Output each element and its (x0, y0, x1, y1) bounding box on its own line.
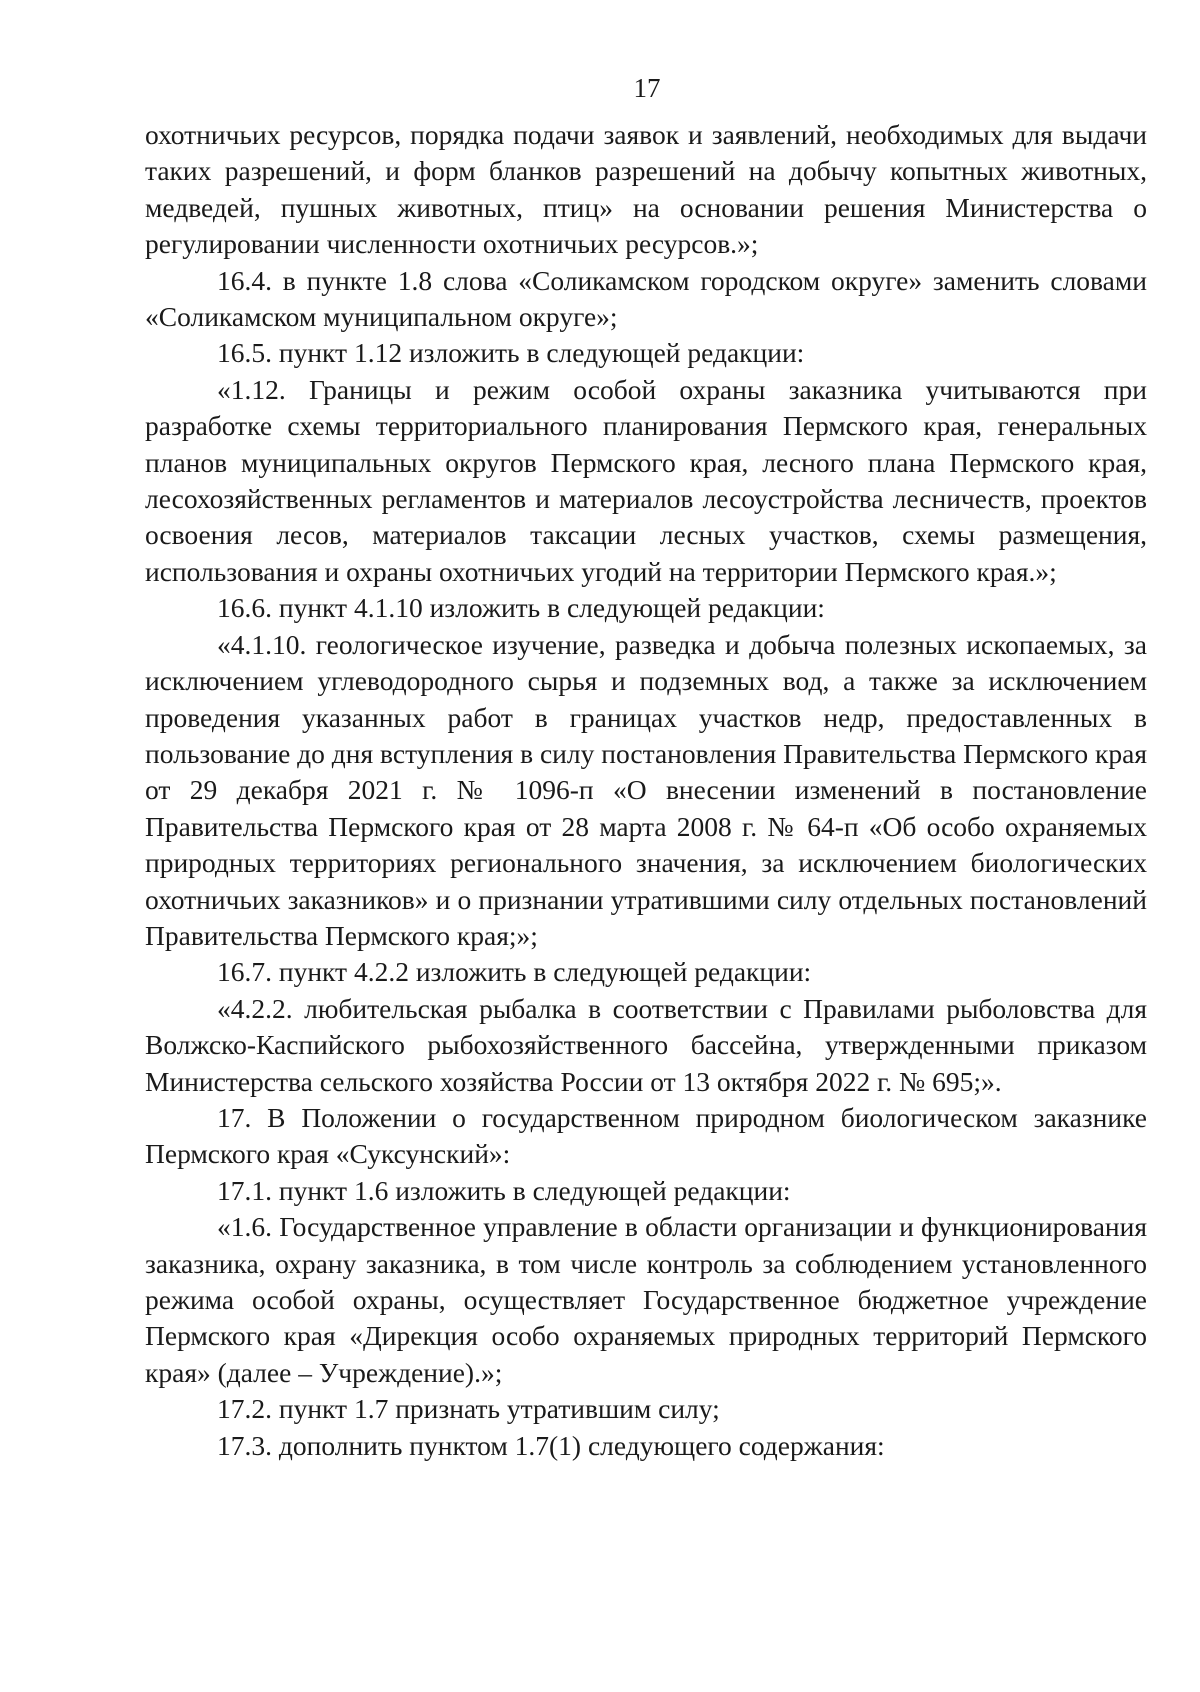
paragraph-17-3: 17.3. дополнить пунктом 1.7(1) следующего содержания: (217, 1429, 885, 1461)
paragraph-16-4: 16.4. в пункте 1.8 слова «Соликамском городском округе» заменить словами «Соликамском муниципальном округе»; (145, 264, 1147, 333)
paragraph-16-6: 16.6. пункт 4.1.10 изложить в следующей редакции: (217, 592, 825, 624)
paragraph-quote-1-6: «1.6. Государственное управление в области организации и функционирования заказника, охрану заказника, в том числе контроль за соблюдением установленного режима особой охраны, осуществляет Государственное бюджетное учреждение Пермского края «Дирекция особо охраняемых природных территорий Пермского края» (далее – Учреждение).»; (145, 1211, 1147, 1388)
paragraph-quote-4-1-10: «4.1.10. геологическое изучение, разведка и добыча полезных ископаемых, за исключением углеводородного сырья и подземных вод, а также за исключением проведения указанных работ в границах участков недр, предоставленных в пользование до дня вступления в силу постановления Правительства Пермского края от 29 декабря 2021 г. № 1096-п «О внесении изменений в постановление Правительства Пермского края от 28 марта 2008 г. № 64-п «Об особо охраняемых природных территориях регионального значения, за исключением биологических охотничьих заказников» и о признании утратившими силу отдельных постановлений Правительства Пермского края;»; (145, 628, 1147, 951)
paragraph-17-2: 17.2. пункт 1.7 признать утратившим силу; (217, 1393, 720, 1425)
paragraph-16-7: 16.7. пункт 4.2.2 изложить в следующей редакции: (217, 956, 812, 988)
paragraph-16-5: 16.5. пункт 1.12 изложить в следующей редакции: (217, 337, 805, 369)
paragraph-quote-4-2-2: «4.2.2. любительская рыбалка в соответствии с Правилами рыболовства для Волжско-Каспийского рыбохозяйственного бассейна, утвержденными приказом Министерства сельского хозяйства России от 13 октября 2022 г. № 695;». (145, 992, 1147, 1097)
paragraph-17: 17. В Положении о государственном природном биологическом заказнике Пермского края «Суксунский»: (145, 1101, 1147, 1170)
paragraph-17-1: 17.1. пункт 1.6 изложить в следующей редакции: (217, 1174, 791, 1206)
page-number: 17 (633, 73, 661, 103)
paragraph-continuation: охотничьих ресурсов, порядка подачи заявок и заявлений, необходимых для выдачи таких разрешений, и форм бланков разрешений на добычу копытных животных, медведей, пушных животных, птиц» на основании решения Министерства о регулировании численности охотничьих ресурсов.»; (145, 119, 1147, 260)
document-body (145, 117, 1147, 1464)
paragraph-quote-1-12: «1.12. Границы и режим особой охраны заказника учитываются при разработке схемы территориального планирования Пермского края, генеральных планов муниципальных округов Пермского края, лесного плана Пермского края, лесохозяйственных регламентов и материалов лесоустройства лесничеств, проектов освоения лесов, материалов таксации лесных участков, схемы размещения, использования и охраны охотничьих угодий на территории Пермского края.»; (145, 373, 1147, 587)
